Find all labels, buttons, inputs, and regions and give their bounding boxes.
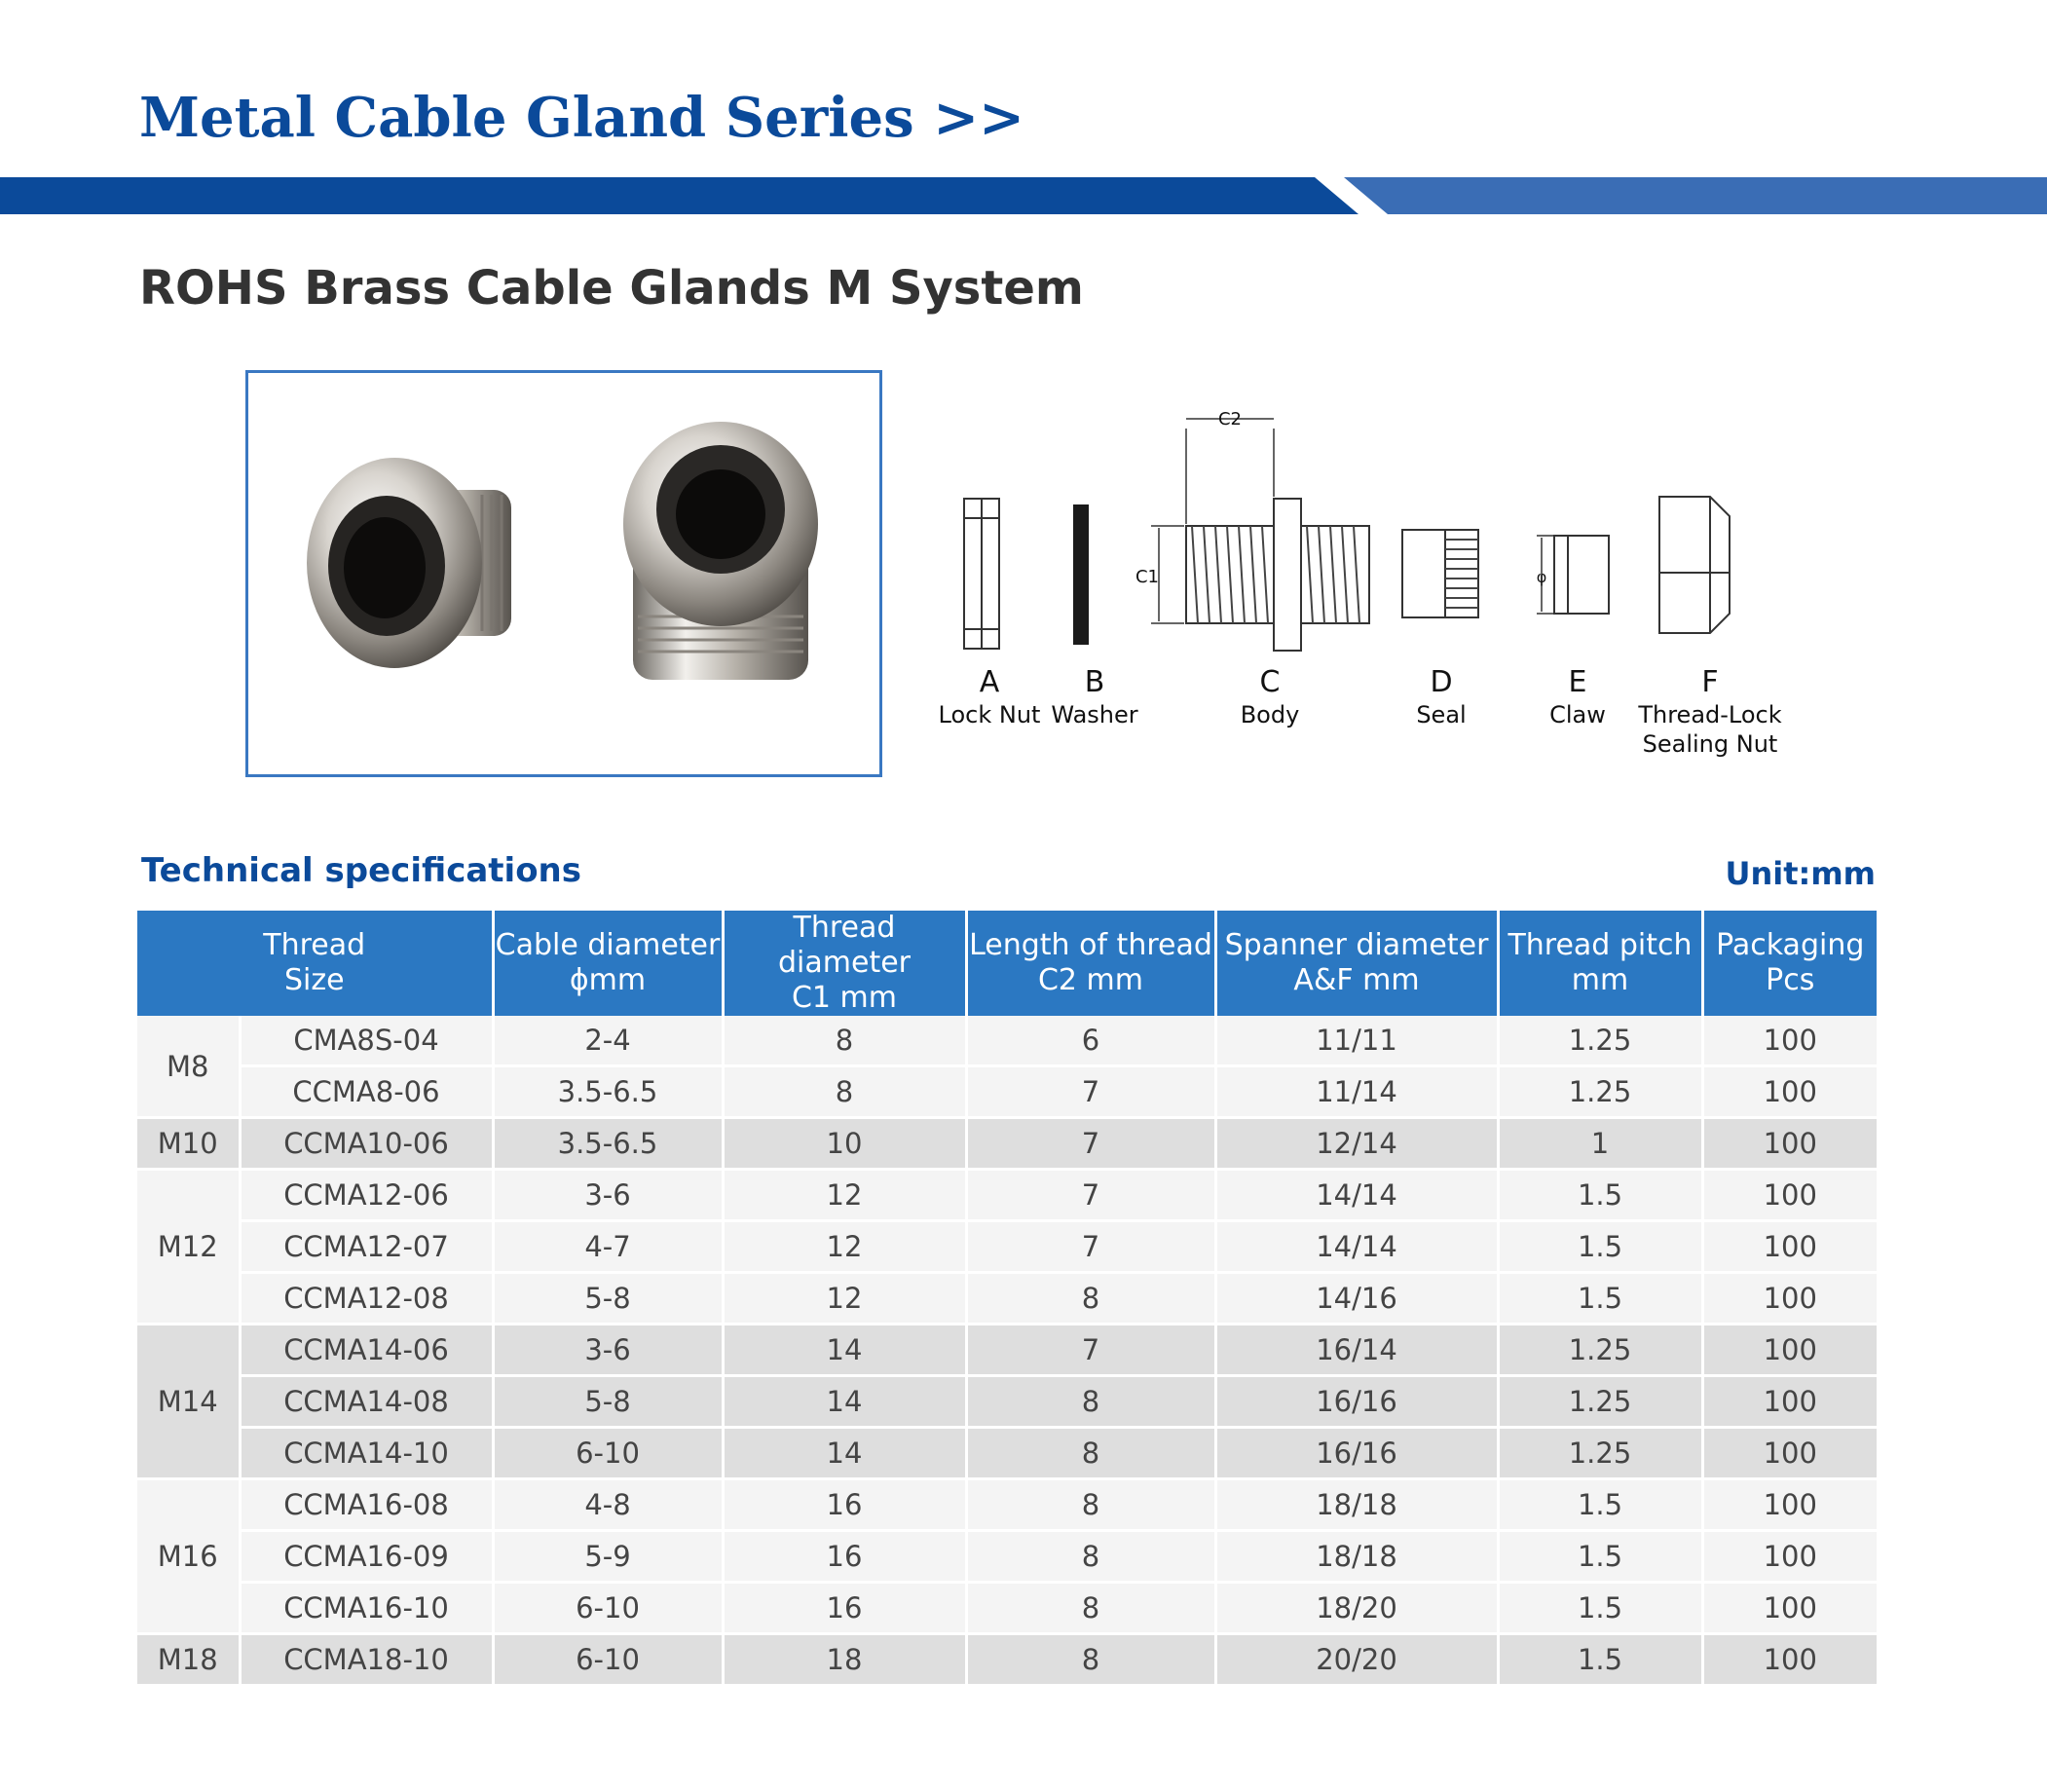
thread-pitch-cell: 1.5 bbox=[1498, 1531, 1702, 1583]
product-photo bbox=[245, 370, 882, 777]
thread-diameter-cell: 12 bbox=[723, 1221, 966, 1273]
part-d-seal-drawing bbox=[1402, 530, 1478, 617]
thread-length-cell: 8 bbox=[966, 1479, 1215, 1531]
table-row bbox=[137, 1325, 1877, 1376]
packaging-cell: 100 bbox=[1702, 1170, 1877, 1221]
thread-diameter-cell: 10 bbox=[723, 1118, 966, 1170]
model-cell: CCMA14-10 bbox=[240, 1428, 493, 1479]
spanner-diameter-cell: 20/20 bbox=[1215, 1634, 1498, 1686]
thread-length-cell: 8 bbox=[966, 1583, 1215, 1634]
thread-pitch-cell: 1.25 bbox=[1498, 1376, 1702, 1428]
table-row bbox=[137, 1479, 1877, 1531]
spanner-diameter-cell: 14/16 bbox=[1215, 1273, 1498, 1325]
model-cell: CCMA16-09 bbox=[240, 1531, 493, 1583]
thread-length-cell: 7 bbox=[966, 1066, 1215, 1118]
unit-label: Unit:mm bbox=[1725, 855, 1876, 892]
model-cell: CMA8S-04 bbox=[240, 1016, 493, 1066]
part-a-letter: A bbox=[979, 665, 1000, 699]
table-row bbox=[137, 1583, 1877, 1634]
part-a-lock-nut-drawing bbox=[964, 499, 999, 649]
thread-length-cell: 8 bbox=[966, 1634, 1215, 1686]
part-f-name-line2: Sealing Nut bbox=[1642, 730, 1778, 758]
specifications-table bbox=[137, 911, 1877, 1687]
thread-size-cell: M10 bbox=[137, 1118, 240, 1170]
thread-length-cell: 7 bbox=[966, 1325, 1215, 1376]
spanner-diameter-cell: 18/18 bbox=[1215, 1531, 1498, 1583]
spanner-diameter-cell: 16/14 bbox=[1215, 1325, 1498, 1376]
cable-diameter-cell: 3-6 bbox=[493, 1170, 723, 1221]
spanner-diameter-cell: 12/14 bbox=[1215, 1118, 1498, 1170]
model-cell: CCMA8-06 bbox=[240, 1066, 493, 1118]
part-e-claw-drawing bbox=[1554, 536, 1609, 614]
part-f-letter: F bbox=[1701, 665, 1719, 699]
series-title: Metal Cable Gland Series >> bbox=[139, 86, 1025, 150]
c1-dimension-label: C1 bbox=[1135, 567, 1160, 587]
part-d-name: Seal bbox=[1416, 701, 1467, 728]
header-thread-pitch: Thread pitch mm bbox=[1498, 911, 1702, 1016]
packaging-cell: 100 bbox=[1702, 1066, 1877, 1118]
spanner-diameter-cell: 16/16 bbox=[1215, 1428, 1498, 1479]
packaging-cell: 100 bbox=[1702, 1376, 1877, 1428]
cable-diameter-cell: 4-8 bbox=[493, 1479, 723, 1531]
part-b-letter: B bbox=[1084, 665, 1105, 699]
part-f-name: Thread-Lock bbox=[1638, 701, 1782, 728]
model-cell: CCMA16-10 bbox=[240, 1583, 493, 1634]
cable-diameter-cell: 5-8 bbox=[493, 1376, 723, 1428]
cable-diameter-cell: 3-6 bbox=[493, 1325, 723, 1376]
packaging-cell: 100 bbox=[1702, 1325, 1877, 1376]
spanner-diameter-cell: 16/16 bbox=[1215, 1376, 1498, 1428]
part-c-body-drawing bbox=[1186, 499, 1369, 651]
part-e-name: Claw bbox=[1549, 701, 1606, 728]
table-row bbox=[137, 1221, 1877, 1273]
thread-pitch-cell: 1.5 bbox=[1498, 1273, 1702, 1325]
part-b-name: Washer bbox=[1051, 701, 1138, 728]
header-cable-diameter: Cable diameter ϕmm bbox=[493, 911, 723, 1016]
spanner-diameter-cell: 14/14 bbox=[1215, 1170, 1498, 1221]
model-cell: CCMA18-10 bbox=[240, 1634, 493, 1686]
thread-size-cell: M14 bbox=[137, 1325, 240, 1479]
thread-diameter-cell: 16 bbox=[723, 1583, 966, 1634]
thread-pitch-cell: 1.5 bbox=[1498, 1170, 1702, 1221]
table-row bbox=[137, 1170, 1877, 1221]
model-cell: CCMA14-08 bbox=[240, 1376, 493, 1428]
header-banner bbox=[0, 177, 2047, 214]
thread-pitch-cell: 1.25 bbox=[1498, 1016, 1702, 1066]
thread-size-cell: M8 bbox=[137, 1016, 240, 1118]
thread-diameter-cell: 16 bbox=[723, 1479, 966, 1531]
table-row bbox=[137, 1118, 1877, 1170]
header-thread-size: Thread Size bbox=[137, 911, 493, 1016]
thread-pitch-cell: 1.25 bbox=[1498, 1325, 1702, 1376]
technical-specifications-heading: Technical specifications bbox=[141, 851, 581, 890]
model-cell: CCMA16-08 bbox=[240, 1479, 493, 1531]
packaging-cell: 100 bbox=[1702, 1634, 1877, 1686]
product-title: ROHS Brass Cable Glands M System bbox=[139, 261, 1084, 316]
thread-diameter-cell: 18 bbox=[723, 1634, 966, 1686]
thread-size-cell: M18 bbox=[137, 1634, 240, 1686]
gland-side-view bbox=[307, 458, 511, 668]
packaging-cell: 100 bbox=[1702, 1016, 1877, 1066]
model-cell: CCMA14-06 bbox=[240, 1325, 493, 1376]
header-packaging: Packaging Pcs bbox=[1702, 911, 1877, 1016]
thread-length-cell: 7 bbox=[966, 1221, 1215, 1273]
table-row bbox=[137, 1376, 1877, 1428]
cable-diameter-cell: 4-7 bbox=[493, 1221, 723, 1273]
thread-diameter-cell: 8 bbox=[723, 1016, 966, 1066]
thread-length-cell: 6 bbox=[966, 1016, 1215, 1066]
spanner-diameter-cell: 14/14 bbox=[1215, 1221, 1498, 1273]
thread-pitch-cell: 1.5 bbox=[1498, 1221, 1702, 1273]
model-cell: CCMA12-07 bbox=[240, 1221, 493, 1273]
part-b-washer-drawing bbox=[1073, 504, 1089, 645]
thread-length-cell: 8 bbox=[966, 1376, 1215, 1428]
thread-diameter-cell: 14 bbox=[723, 1428, 966, 1479]
packaging-cell: 100 bbox=[1702, 1118, 1877, 1170]
table-row bbox=[137, 1273, 1877, 1325]
table-row bbox=[137, 1634, 1877, 1686]
cable-diameter-cell: 6-10 bbox=[493, 1583, 723, 1634]
part-e-letter: E bbox=[1568, 665, 1587, 699]
model-cell: CCMA10-06 bbox=[240, 1118, 493, 1170]
thread-size-cell: M16 bbox=[137, 1479, 240, 1634]
spanner-diameter-cell: 11/14 bbox=[1215, 1066, 1498, 1118]
thread-length-cell: 8 bbox=[966, 1428, 1215, 1479]
model-cell: CCMA12-08 bbox=[240, 1273, 493, 1325]
cable-diameter-cell: 5-8 bbox=[493, 1273, 723, 1325]
claw-diameter-label: φ bbox=[1536, 568, 1547, 586]
thread-length-cell: 8 bbox=[966, 1273, 1215, 1325]
cable-diameter-cell: 2-4 bbox=[493, 1016, 723, 1066]
gland-front-view bbox=[623, 422, 818, 680]
thread-pitch-cell: 1.5 bbox=[1498, 1479, 1702, 1531]
cable-diameter-cell: 6-10 bbox=[493, 1428, 723, 1479]
thread-length-cell: 7 bbox=[966, 1118, 1215, 1170]
spanner-diameter-cell: 11/11 bbox=[1215, 1016, 1498, 1066]
cable-diameter-cell: 3.5-6.5 bbox=[493, 1118, 723, 1170]
thread-length-cell: 8 bbox=[966, 1531, 1215, 1583]
table-row bbox=[137, 1016, 1877, 1066]
part-c-letter: C bbox=[1259, 665, 1281, 699]
thread-pitch-cell: 1.25 bbox=[1498, 1066, 1702, 1118]
cable-diameter-cell: 5-9 bbox=[493, 1531, 723, 1583]
packaging-cell: 100 bbox=[1702, 1221, 1877, 1273]
table-row bbox=[137, 1066, 1877, 1118]
cable-diameter-cell: 3.5-6.5 bbox=[493, 1066, 723, 1118]
exploded-parts-diagram bbox=[925, 399, 1821, 769]
thread-pitch-cell: 1 bbox=[1498, 1118, 1702, 1170]
table-row bbox=[137, 1531, 1877, 1583]
packaging-cell: 100 bbox=[1702, 1273, 1877, 1325]
header-thread-diameter: Thread diameter C1 mm bbox=[723, 911, 966, 1016]
thread-diameter-cell: 16 bbox=[723, 1531, 966, 1583]
header-length-of-thread: Length of thread C2 mm bbox=[966, 911, 1215, 1016]
c2-dimension-label: C2 bbox=[1217, 409, 1243, 429]
packaging-cell: 100 bbox=[1702, 1428, 1877, 1479]
thread-pitch-cell: 1.25 bbox=[1498, 1428, 1702, 1479]
table-row bbox=[137, 1428, 1877, 1479]
thread-pitch-cell: 1.5 bbox=[1498, 1634, 1702, 1686]
thread-diameter-cell: 8 bbox=[723, 1066, 966, 1118]
part-c-name: Body bbox=[1240, 701, 1300, 728]
thread-size-cell: M12 bbox=[137, 1170, 240, 1325]
packaging-cell: 100 bbox=[1702, 1531, 1877, 1583]
cable-diameter-cell: 6-10 bbox=[493, 1634, 723, 1686]
thread-diameter-cell: 14 bbox=[723, 1376, 966, 1428]
thread-length-cell: 7 bbox=[966, 1170, 1215, 1221]
thread-diameter-cell: 12 bbox=[723, 1170, 966, 1221]
part-d-letter: D bbox=[1430, 665, 1453, 699]
table-header-row bbox=[137, 911, 1877, 1016]
spanner-diameter-cell: 18/18 bbox=[1215, 1479, 1498, 1531]
model-cell: CCMA12-06 bbox=[240, 1170, 493, 1221]
spanner-diameter-cell: 18/20 bbox=[1215, 1583, 1498, 1634]
thread-diameter-cell: 14 bbox=[723, 1325, 966, 1376]
part-a-name: Lock Nut bbox=[938, 701, 1041, 728]
thread-pitch-cell: 1.5 bbox=[1498, 1583, 1702, 1634]
packaging-cell: 100 bbox=[1702, 1479, 1877, 1531]
packaging-cell: 100 bbox=[1702, 1583, 1877, 1634]
part-f-sealing-nut-drawing bbox=[1659, 497, 1730, 633]
thread-diameter-cell: 12 bbox=[723, 1273, 966, 1325]
header-spanner-diameter: Spanner diameter A&F mm bbox=[1215, 911, 1498, 1016]
